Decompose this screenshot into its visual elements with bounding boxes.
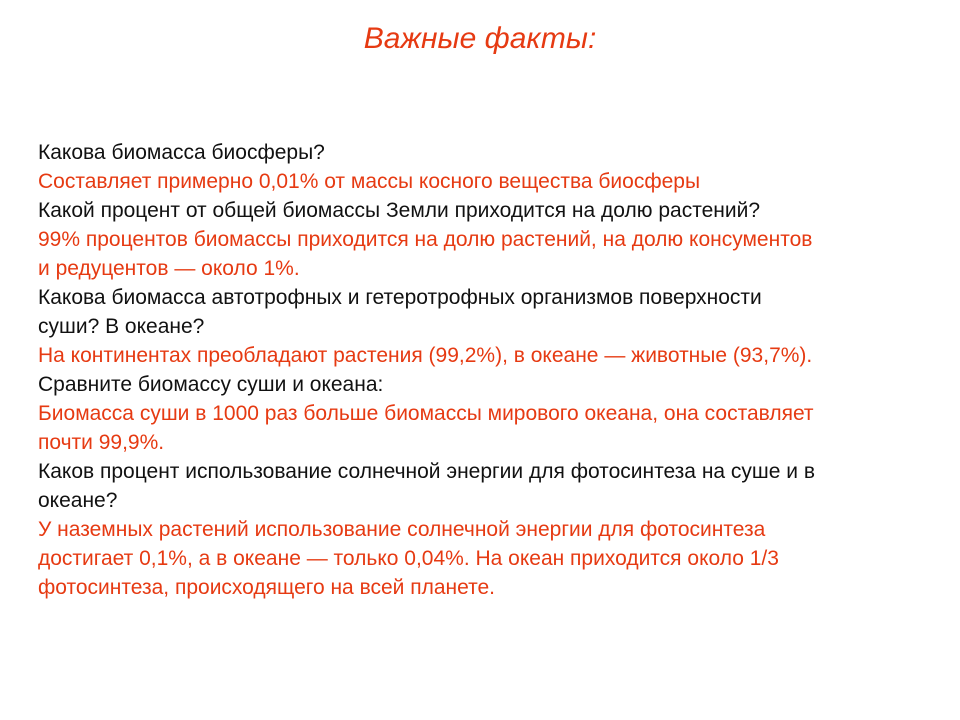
slide-title: Важные факты: xyxy=(363,22,597,55)
text-line: почти 99,9%. xyxy=(38,431,165,454)
answer-paragraph xyxy=(38,225,938,283)
text-line: Сравните биомассу суши и океана: xyxy=(38,373,384,396)
text-line: и редуцентов — около 1%. xyxy=(38,257,300,280)
text-line: Биомасса суши в 1000 раз больше биомассы мирового океана, она составляет xyxy=(38,402,814,425)
answer-paragraph xyxy=(38,515,938,602)
answer-paragraph xyxy=(38,399,938,457)
text-line: Какой процент от общей биомассы Земли приходится на долю растений? xyxy=(38,199,761,222)
question-paragraph xyxy=(38,283,938,341)
text-line: 99% процентов биомассы приходится на долю растений, на долю консументов xyxy=(38,228,813,251)
text-line: суши? В океане? xyxy=(38,315,205,338)
answer-paragraph xyxy=(38,167,938,196)
text-line: Какова биомасса автотрофных и гетеротрофных организмов поверхности xyxy=(38,286,762,309)
question-paragraph xyxy=(38,138,938,167)
slide-content xyxy=(38,138,938,602)
text-line: Какова биомасса биосферы? xyxy=(38,141,325,164)
text-line: достигает 0,1%, а в океане — только 0,04%. На океан приходится около 1/3 xyxy=(38,547,779,570)
question-paragraph xyxy=(38,196,938,225)
answer-paragraph xyxy=(38,341,938,370)
text-line: На континентах преобладают растения (99,2%), в океане — животные (93,7%). xyxy=(38,344,813,367)
question-paragraph xyxy=(38,370,938,399)
question-paragraph xyxy=(38,457,938,515)
text-line: Составляет примерно 0,01% от массы косного вещества биосферы xyxy=(38,170,701,193)
text-line: фотосинтеза, происходящего на всей планете. xyxy=(38,576,496,599)
text-line: Каков процент использование солнечной энергии для фотосинтеза на суше и в xyxy=(38,460,816,483)
text-line: океане? xyxy=(38,489,118,512)
text-line: У наземных растений использование солнечной энергии для фотосинтеза xyxy=(38,518,766,541)
